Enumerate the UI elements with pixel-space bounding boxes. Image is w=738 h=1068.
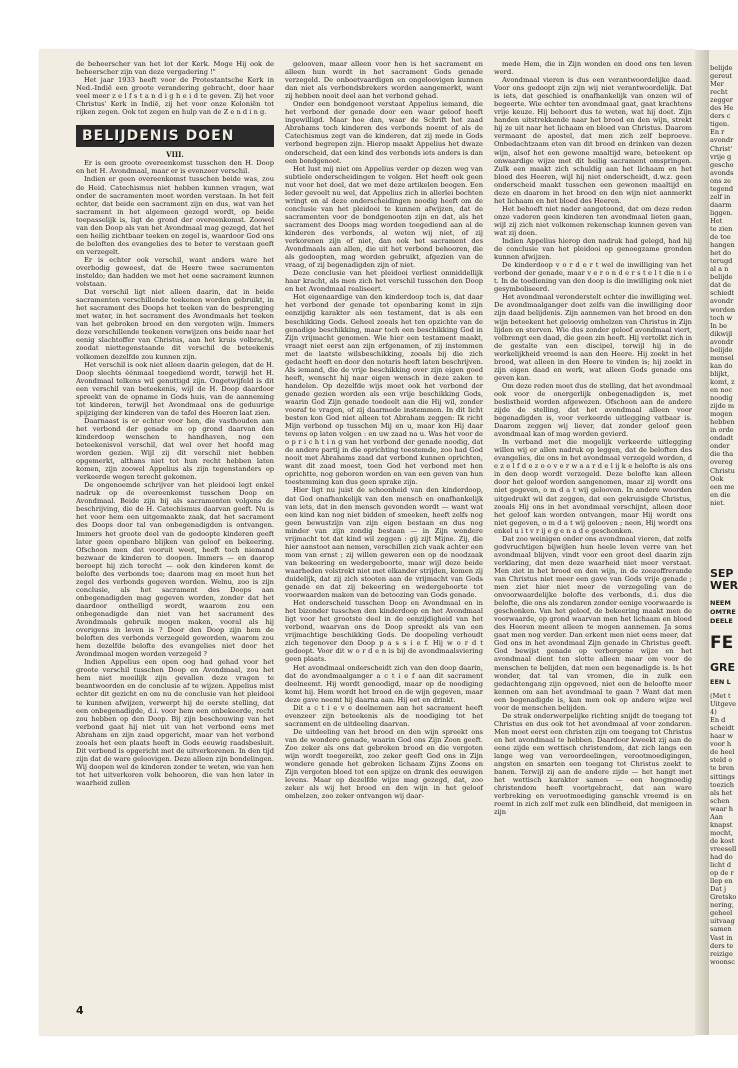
paragraph: De kinderdoop v o r d e r t wel de inwilliging van het verbond der genade, maar v e r o n d e r s t e l t die n i e t. In de toediening van den doop is die inwilliging ook niet gesymboliseerd.: [494, 261, 692, 294]
paragraph: mede Hem, die in Zijn wonden en dood ons ten leven werd.: [494, 60, 692, 77]
text-fragment: avonds: [710, 168, 734, 177]
newspaper-page: [40, 50, 695, 1035]
text-fragment: knapst: [710, 820, 733, 829]
paragraph: Het avondmaal onderscheidt zich van den doop daarin, dat de avondmaalganger a c t i e f aan dit sacrament deelneemt. Hij wordt genoodigd, maar op de noodiging komt hij. Hem wordt het brood en de wijn gegeven, maar deze gave neemt hij daarna aan. Hij eet en drinkt.: [285, 663, 483, 704]
text-fragment: toch w: [710, 313, 733, 322]
text-fragment: de kost: [710, 836, 735, 845]
text-fragment: onder: [710, 442, 730, 451]
text-fragment: haar w: [710, 732, 734, 741]
text-fragment: gescho: [710, 160, 734, 169]
text-fragment: Mer: [710, 80, 724, 89]
text-fragment: Dat j: [710, 885, 727, 894]
page-fold-gutter: [695, 50, 709, 1035]
text-fragment: geheel: [710, 909, 733, 918]
text-fragment: hangen: [710, 241, 735, 250]
paragraph: Het onderscheid tusschen Doop en Avondmaal en in het bizonder tusschen den kinderdoop en het Avondmaal ligt voor het grootste deel in de eenzijdigheid van het verbond, waarvan ons de Doop spreekt als van een vrijmachtige beschikking Gods. De doopeling verhoudt zich tegenover den Doop p a s s i e f. Hij w o r d t gedoopt. Voor dit w o r d e n is bij de avondmaalsviering geen plaats.: [285, 599, 483, 664]
section-number: VIII.: [166, 150, 184, 160]
text-fragment: avondr: [710, 297, 734, 306]
text-fragment: blijkt,: [710, 369, 730, 378]
text-fragment: en noc: [710, 386, 733, 394]
text-fragment: ders te: [710, 941, 734, 950]
text-fragment: licht d: [710, 861, 732, 870]
paragraph: Dat zoo weinigen onder ons avondmaal vieren, dat zelfs godvruchtigen bijwijlen hun heele leven verre van het avondmaal blijven, vindt voor een groot deel daarin zijn verklaring, dat men deze waarheid niet meer verstaat. Men ziet in het brood en den wijn, in de zoozoffrerande van Christus niet meer een gave van Gods vrije genade ; men ziet hier niet meer de verzegeling van de onvoorwaardelijke belofte des verbonds, d.i. dus die belofte, die ons als zondaren zonder eenige voorwaarde is geschonken. Van het geloof, de bekeering maakt men de voorwaarde, op grond waarvan men het lichaam en bloed des Heeren meent alleen te mogen aannemen. Ja soms gaat men nog verder. Dan erkent men niet eens meer, dat God ons in het avondmaal Zijn genade in Christus geeft. God bewijst genade op verborgene wijze en het avondmaal dient ten slotte alleen maar om voor de menschen te belijden, dat men een begenadigde is. Is het wonder, dat tal van vromen, die in zulk een gedachtengang zijn opgevoed, niet een de beloofte meer kennen om aan het avondmaal te gaan ? Want dat men een begenadigde is, kan men ook op andere wijze wel voor de menschen belijden.: [494, 534, 692, 712]
text-fragment: het do: [710, 249, 732, 258]
text-fragment: recht: [710, 88, 728, 97]
intro-block: [76, 60, 274, 116]
article-title-banner: [76, 125, 274, 147]
text-fragment: en die: [710, 490, 731, 499]
adjacent-heading-1: SEP WER: [710, 567, 738, 592]
paragraph: Dit a c t i e v e deelnemen aan het sacrament heeft evenzeer zijn beteekenis als de noodiging tot het sacrament en de uitdeeling daarvan.: [285, 703, 483, 728]
paragraph: Indien Appelius hierop den nadruk had gelegd, had hij de conclusie van het pleidooi op genoegzame gronden kunnen afwijzen.: [494, 237, 692, 262]
text-fragment: gereut: [710, 72, 733, 81]
text-fragment: in orde: [710, 426, 734, 435]
text-fragment: op de r: [710, 869, 734, 878]
column-left-body: [76, 159, 274, 787]
paragraph: Onder een bondgenoot verstaat Appelius iemand, die het verbond der genade door een waar geloof heeft ingewilligd. Maar hoe dan, waar de Schrift het zaad Abrahams toch kinderen des verbonds noemt of als de Catechismus zegt van de kinderen, dat zij mede in Gods verbond begrepen zijn. Hierop maakt Appelius het dwaze onderscheid, dat een kind des verbonds iets anders is dan een bondgenoot.: [285, 100, 483, 165]
text-fragment: Christ': [710, 144, 733, 153]
paragraph: De strak onderwerpelijke richting snijdt de toegang tot Christus en dus ook tot het avondmaal af voor zondaren. Men moet eerst een christen zijn om toegang tot Christus en het avondmaal te hebben. Daardoor kweekt zij aan de eene zijde een wettisch christendom, dat zich langs een lange weg van veroordeelingen, verootmoedigingen, angsten en smarten een toegang tot Christus zoekt te banen. Terwijl zij aan de andere zijde — het hangt met het wettisch karakter samen — een hoogmoedig christendom heeft voortgebracht, dat aan ware verbreking en verootmoediging ganschk vreemd is en roemt in zich zelf met zulk een blindheid, dat menigeen in zijn: [494, 711, 692, 817]
adjacent-subheading-1: NEEM OMTRE DEELE: [710, 599, 736, 625]
text-fragment: komt, z: [710, 377, 735, 386]
paragraph: Deze conclusie van het pleidooi verliest onmiddellijk haar kracht, als men zich het verschil tusschen den Doop en het Avondmaal realiseert.: [285, 269, 483, 294]
paragraph: In verband met die mogelijk verkeerde uitlegging willen wij er allen nadruk op leggen, dat de beloften des evangelies, die ons in het avondmaal verzegeld worden, d e z e l f d e z o o v e r w a a r d e l ij k e belofte is als ons in den doop wordt verzegeld. Deze belofte kan alleen door het geloof worden aangenomen, maar zij wordt ons niet gegeven, o m d a t wij gelooven. In andere woorden uitgedrukt wil dat zeggen, dat een gekruisigde Christus, zooals Hij ons in het avondmaal verschijnt, alleen door het geloof kan worden ontvangen, maar Hij wordt ons niet gegeven, o m d a t wij gelooven ; neen, Hij wordt ons enkel u i t v r ij e g e n a d e geschonken.: [494, 438, 692, 535]
text-fragment: vreesell: [710, 844, 737, 853]
text-fragment: dikwijl: [710, 329, 733, 338]
paragraph: Hier ligt nu juist de schoonheid van den kinderdoop, dat God onafhankelijk van den mensch en onafhankelijk van iets, dat in den mensch gevonden wordt — want wat een kind kan nog niet bidden of smeeken, heeft zelfs nog geen bewustzijn van zijn eigen bestaan en dus nog minder van zijn zondig bestaan — in Zijn wondere vrijmacht tot dat kind wil zeggen : gij zijt Mijne. Zij, die hier aanstoot aan nemen, verschillen zich vaak achter een mom van ernst ; zij willen geweren een op de noodzaak van bekeering en wedergeboorte, maar wijl deze beide waarheden volstrekt niet met elkander strijden, komen zij duidelijk, dat zij zich stooten aan de vrijmacht van Gods genade en dat zij bekeering en wedergeboorte tot voorwaarden maken van de betoozing van Gods genade.: [285, 486, 483, 600]
text-fragment: voor h: [710, 740, 732, 749]
paragraph: gelooven, maar alleen voor hen is het sacrament en alleen hun wordt in het sacrament Gods genade verzegeld. De onboetvaardigen en ongeloovigen kunnen dan niet als verbondsbrekers worden aangemerkt, want zij hebben nooit deel aan het verbond gehad.: [285, 60, 483, 101]
text-fragment: toezich: [710, 780, 735, 789]
paragraph: Het verschil is ook niet alleen daarin gelegen, dat de H. Doop slechts éénmaal toegediend wordt, terwijl het H. Avondmaal telkens wil genuttigd zijn. Ongetwijfeld is dit een verschil van beteekenis, wijl de H. Doop daardoor spreekt van de opname in Gods huis, van de aanneming tot kinderen, terwijl het Avondmaal ons de geduurige spijziging der kinderen van de tafel des Heeren laat zien.: [76, 360, 274, 417]
text-fragment: te bren: [710, 764, 735, 773]
adjacent-page-strip: [709, 50, 738, 1035]
text-fragment: avondr: [710, 136, 734, 145]
text-fragment: zelf in: [710, 192, 731, 201]
text-fragment: Vast in: [710, 933, 733, 942]
text-fragment: Christu: [710, 466, 735, 475]
text-fragment: had do: [710, 853, 733, 861]
text-fragment: worden: [710, 305, 736, 314]
paragraph: Indien Appelius een open oog had gehad voor het groote verschil tusschen Doop en Avondmaal, zou het hem niet moeilijk zijn gevallen deze vragen te beantwoorden en de conclusie af te wijzen. Appelius mist echter dit gezicht en om nu de conclusie van het pleidooi te kunnen afwijzen, verwerpt hij de eerste stelling, dat een onbegenadigde, d.i. voor hem een onbekeerde, recht zou hebben op den Doop. Bij zijn beschouwing van het verbond gaat hij niet uit van het verbond eens met Abraham en zijn zaad opgericht, maar van het verbond zooals het een plaats heeft in Gods eeuwig raadsbesluit. Dit verbond is opgericht met de uitverkorenen. In den tijd zijn dat de ware geloovigen. Deze alleen zijn bondelingen. Wij doopen wel de kinderen zonder te weten, wie van hen tot het uitverkoren volk behooren, die van hen later in waarheid zullen: [76, 658, 274, 787]
text-fragment: de toe: [710, 233, 731, 242]
text-fragment: steld o: [710, 756, 733, 765]
intro-paragraph: de beheerscher van het lot der Kerk. Moge Hij ook de beheerscher zijn van deze vergadering !": [76, 60, 274, 77]
paragraph: Het eigenaardige van den kinderdoop toch is, dat daar het verbond der genade tot openbaring komt in zijn eenzijdig karakter als een testament, dat is als een beschikking Gods. Geheel zooals het ten opzichte van de genadige beschikking, maar toch een beschikking God in Zijn vrijmacht genomen. Wie hier een testament maakt, vraagt niet eerst aan zijn erfgenamen, of zij instemmen met de laatste wilsbeschikking, zooals bij die zich gedacht heeft en door den notaris heeft laten beschrijven. Als iemand, die de vrije beschikking over zijn eigen goed heeft, wenscht hij naar eigen wensch in deze zaken te handelen. Op dezelfde wijs moet ook het verbond der genade gezien worden als een vrije beschikking Gods, waarin God Zijn genade toedeelt aan die Hij wil, zonder vooraf te vragen, of zij daarmede instemmen. In dit licht besten kon God niet alleen tot Abraham zeggen: Ik richt Mijn verbond op tusschen Mij en u, maar kon Hij daar tevens op laten volgen : en uw zaad na u. Was het voor de o p r i c h t i n g van het verbond der genade noodig, dat de andere partij in die oprichting toestemde, zoo had God nooit met Abrahams zaad dat verbond kunnen oprichten, want dit zaad moest, toen God het verbond met hen oprichtte, nog geboren worden en van een geven van hun toestemming kan dus geen sprake zijn.: [285, 293, 483, 487]
adjacent-subheading-3: EEN L: [710, 678, 731, 686]
paragraph: Er is echter ook verschil, want anders ware het overbodig geweest, dat de Heere twee sacramenten insteldo; dan hadden we met het eene sacrament kunnen volstaan.: [76, 255, 274, 289]
adjacent-heading-3: GRE: [710, 661, 736, 674]
text-fragment: scheidt: [710, 724, 735, 733]
text-fragment: Het: [710, 216, 723, 225]
text-fragment: als het: [710, 788, 733, 797]
text-fragment: avondr: [710, 337, 734, 346]
text-fragment: dat de: [710, 281, 732, 290]
text-fragment: een me: [710, 482, 735, 491]
text-fragment: terugd: [710, 257, 733, 266]
text-fragment: mogen: [710, 410, 733, 419]
text-fragment: En r: [710, 128, 725, 137]
text-fragment: nering,: [710, 901, 734, 910]
text-fragment: vrije g: [710, 152, 732, 161]
text-fragment: liggen.: [710, 208, 733, 217]
text-fragment: al a n: [710, 265, 729, 274]
text-fragment: mocht,: [710, 828, 733, 837]
text-fragment: zijde m: [710, 402, 735, 411]
text-fragment: ons ze: [710, 176, 732, 185]
text-fragment: zegger: [710, 96, 733, 105]
text-fragment: En d: [710, 716, 726, 725]
paragraph: Avondmaal vieren is dus een verantwoordelijke daad. Voor ons gedoopt zijn zijn wij niet verantwoordelijk. Dat is iets, dat geschied is onafhankelijk van onzen wil of begeerte. Wie echter ten avondmaal gaat, gaat krachtens vrije keuze. Hij behoort dus te weten, wat hij doet. Zijn handen uitstrekkende naar het brood en den wijn, strekt hij ze uit naar het lichaam en bloed van Christus. Daarom vermaant de apostel, dat men zich zelf beproeve. Onbedachtzaam eten van dit brood en drinken van dezen wijn, alsof het een gewone maaltijd ware, beteekent op onwaardige wijze met dit heilig sacrament omspringen. Zulk een maakt zich schuldig aan het lichaam en het bloed des Heeren, wijl hij niet onderscheidt, d.w.z. geen onderscheid maakt tusschen een gewonen maaltijd en deze en daarom in het brood en den wijn niet aanmerkt het lichaam en het bloed des Heeren.: [494, 76, 692, 205]
paragraph: Het lust mij niet om Appelius verder op dezen weg van subtiele onderscheidingen te volgen. Het heeft ook geen nut voor het doel, dat we met deze artikelen beogen. Een leder gevoelt nu wel, dat Appelius zich in allerlei bochten wringt en al deze onderscheidingen noodig heeft om de conclusie van het pleidooi te kunnen afwijzen, dat de sacramenten voor de bondgenooten zijn en dat, als het sacrament des Doops mag worden toegediend aan al de kinderen des verbonds, al weten wij niet, of zij verkorenen zijn of niet, dan ook het sacrament des Avondmaals aan allen, die uit het verbond behooren, die als gedoopten, mag worden gebruikt, afgezien van de vraag, of zij begenadigden zijn of niet.: [285, 164, 483, 270]
text-fragment: uitvaag: [710, 917, 735, 926]
paragraph: Het behoeft niet nader aangetoond, dat om deze reden onze vaderen geen kinderen ten avondmaal lieten gaan, wijl zij zich niet volkomen rekenschap kunnen geven van wat zij doen.: [494, 204, 692, 237]
text-fragment: ders c: [710, 112, 731, 121]
text-fragment: die tha: [710, 450, 734, 459]
text-fragment: te zien: [710, 225, 733, 233]
text-fragment: In be: [710, 321, 728, 330]
text-fragment: de heel: [710, 748, 735, 757]
text-fragment: ondadt: [710, 434, 734, 443]
text-fragment: 4): [710, 708, 717, 717]
text-fragment: daarm: [710, 200, 732, 209]
text-fragment: schiedt: [710, 289, 735, 298]
column-right: [494, 60, 692, 816]
paragraph: De ongenoemde schrijver van het pleidooi legt enkel nadruk op de overeenkomst tusschen Doop en Avondmaal. Beide zijn bij als sacramenten volgens de beschrijving, die de H. Catechismus daarvan geeft. Nu is het voor hem een uitgemaakte zaak, dat het sacrament des Doops door tal van onbegenadigden is ontvangen. Immers het groote deel van de gedoopte kinderen geeft later geen openbare blijken van geloof en bekeering. Ofschoon men dat vooruit weet, heeft toch niemand bezwaar de kinderen te doopen. Immers — en daarop beroept hij zich terecht — ook den kinderen komt de belofte des verbonds toe; daarom mag en moet hun het zegel des verbonds gegeven worden. Welnu, zoo is zijn conclusie, als het sacrament des Doops aan onbegenadigden mag gegeven worden, zonder dat het daardoor onthelligd wordt, waarom zou een onbegenadigde dan niet van het sacrament des Avondmaals gebruik mogen maken, vooral als hij overigens in leven is ? Door den Doop zijn hem de beloften des verbonds verzegeld geworden, waarom zou hem dezelfde belofte des evangelies niet door het Avondmaal mogen worden verzegeld ?: [76, 481, 274, 659]
text-fragment: reizige: [710, 949, 733, 958]
text-fragment: overeg: [710, 458, 733, 467]
text-fragment: noodig: [710, 394, 733, 403]
intro-paragraph: Het jaar 1933 heeft voor de Protestantsche Kerk in Ned.-Indië een groote verandering gebracht, door haar veel meer z e l f s t a n d i g h e i d te geven. Zij het voor Christus' Kerk in Indië, zij het voor onze Koloniën tot rijken zegen. Ook tot zegen en hulp van de Z e n d i n g.: [76, 76, 274, 117]
text-fragment: Aan: [710, 812, 723, 821]
text-fragment: kan do: [710, 361, 733, 370]
paragraph: Indien er geen overeenkomst tusschen beide was, zou de Heid. Catechismus niet hebben kunnen vragen, wat onder de sacramenten moet worden verstaan. In het feit echter, dat beide een sacrament zijn en dus, wat van het sacrament in het algemeen gezegd wordt, op beide toepasselijk is, ligt de grond der overeenkomst. Zoowel van den Doop als van het Avondmaal mag gezegd, dat het een heilig zichtbaar teeken en zegel is, waardoor God ons de beloften des evangelies des te beter te verstaan geeft en verzegelt.: [76, 175, 274, 256]
adjacent-heading-2: FE: [710, 633, 734, 653]
text-fragment: Uitgeve: [710, 700, 737, 709]
text-fragment: belijde: [710, 64, 733, 72]
text-fragment: tigen.: [710, 120, 730, 129]
text-fragment: niet.: [710, 498, 726, 507]
page-number: 4: [76, 1004, 84, 1017]
text-fragment: tegend: [710, 184, 734, 193]
paragraph: Daarnaast is er echter voor hen, die vasthouden aan het verbond der genade en op grond daarvan den kinderdoop wenschen te handhaven, nog een beteekenisvol verschil, dat wel over het hoofd mag worden gezien. Wijl zij dit verschil niet hebben opgemerkt, althans niet tot hun recht hebben laten komen, zijn zoowel Appelius als zijn tegenstanders op verkeerde wegen terecht gekomen.: [76, 416, 274, 482]
text-fragment: woonsc: [710, 957, 735, 966]
text-fragment: samen: [710, 925, 732, 934]
column-middle: [285, 60, 483, 800]
paragraph: De uitdeeling van het brood en den wijn spreekt ons van de wondere genade, waarin God ons Zijn Zoon geeft. Zoo zeker als ons dat gebroken brood en die vergoten wijn wordt toegereikt, zoo zeker geeft God ons in Zijn wondere genade het gebroken lichaam Zijns Zoons en Zijn vergoten bloed tot een spijze en drank des eeuwigen levens. Maar op dezelfde wijze mag gezegd, dat, zoo zeker als wij het brood en den wijn in het geloof omhelzen, zoo zeker ontvangen wij daar-: [285, 727, 483, 801]
column-middle-body: [285, 60, 483, 800]
text-fragment: Ook: [710, 474, 724, 483]
paragraph: Het avondmaal veronderstelt echter die inwilliging wel. De avondmaalganger doet zelfs van die inwilliging door zijn daad belijdenis. Zijn aannemen van het brood en den wijn beteekent het geloovig omhelzen van Christus in Zijn lijden en sterven. Wie dus zonder geloof avondmaal viert, volbrengt een daad, die geen zin heeft. Hij vertolkt zich in de gestalte van een discipel, terwijl hij in de werkelijkheid vreemd is aan den Heere. Hij zoekt in het brood, wat alleen in den Heere te vinden is; hij zoekt in zijn eigen daad en werk, wat alleen Gods genade ons geven kan.: [494, 293, 692, 382]
article-title: BELIJDENIS DOEN: [82, 128, 235, 145]
text-fragment: mensel: [710, 353, 734, 362]
text-fragment: schen: [710, 796, 730, 805]
text-fragment: llep en: [710, 877, 733, 886]
text-fragment: des He: [710, 104, 734, 113]
column-left: [76, 60, 274, 787]
text-fragment: hebben: [710, 418, 735, 427]
text-fragment: sittings: [710, 772, 735, 781]
text-fragment: waar h: [710, 804, 734, 813]
paragraph: Dat verschil ligt niet alleen daarin, dat in beide sacramenten verschillende teekenen worden gebruikt, in het sacrament des Doops het teeken van de besprenging met water, in het sacrament des Avondmaals het teeken van het gebroken brood en den vergoten wijn. Immers deze verschillende teekenen verwijzen ons beide naar het eenig slachtoffer van Christus, aan het kruis volbracht, zoodat niettegenstaande dit verschil de beteekenis volkomen dezelfde zou kunnen zijn.: [76, 288, 274, 361]
text-fragment: belijde: [710, 273, 733, 282]
paragraph: Om deze reden moet dus de stelling, dat het avondmaal ook voor de onergerlijk onbegenadigden is, met beslistheid worden afgewezen. Ofschoon aan de andere zijde de stelling, dat het avondmaal alleen voor begenadigden is, voor verkeerde uitlegging vatbaar is. Daarom zeggen wij liever, dat zonder geloof geen avondmaal kan of mag worden gevierd.: [494, 381, 692, 439]
text-fragment: (Met t: [710, 692, 731, 700]
text-fragment: Gretsko: [710, 893, 737, 902]
column-right-body: [494, 60, 692, 816]
text-fragment: belijde: [710, 345, 733, 354]
paragraph: Er is een groote overeenkomst tusschen den H. Doop en het H. Avondmaal, maar er is evenzeer verschil.: [76, 159, 274, 176]
